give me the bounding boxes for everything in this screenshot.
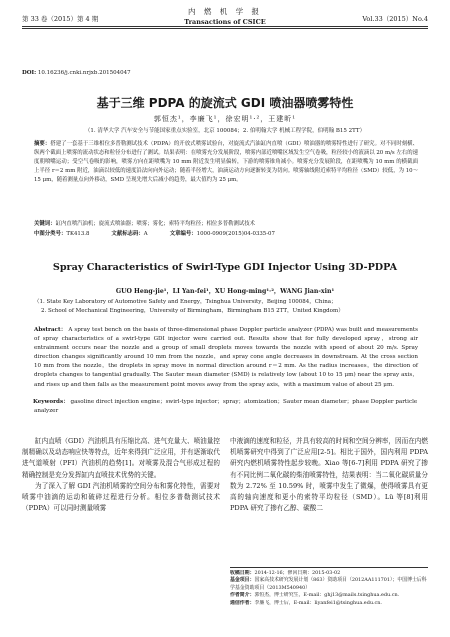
- journal-name-en: Transactions of CSICE: [184, 18, 266, 26]
- authors-cn: 郭恒杰¹，李廉飞¹，徐宏明¹·²，王建昕¹: [153, 115, 297, 123]
- doc-label: 文献标志码：: [111, 231, 144, 237]
- clc-value: TK413.8: [66, 231, 90, 237]
- footnote-text: 郭恒杰，博士研究生，E-mail：ghj13@mails.tsinghua.edu.cn.: [254, 592, 400, 599]
- article-value: 1000-0909(2015)04-0335-07: [196, 231, 275, 237]
- abstract-en: [34, 326, 418, 390]
- keywords-cn-label: 关键词：: [34, 221, 56, 227]
- affiliation-cn: （1. 清华大学 汽车安全与节能国家重点实验室，北京 100084；2. 伯明翰大学 机械工程学院，伯明翰 B15 2TT）: [84, 128, 366, 134]
- article-number: [170, 229, 275, 237]
- footnote-label: 基金项目：: [230, 577, 255, 584]
- keywords-cn: [34, 220, 418, 229]
- article-label: 文章编号：: [169, 231, 197, 237]
- title-en: Spray Characteristics of Swirl-Type GDI Injector Using 3D-PDPA: [52, 262, 398, 273]
- abstract-cn-label: 摘要：: [34, 141, 51, 147]
- footnote-text: 李廉飞，博士后，E-mail：liyanfei1@tsinghua.edu.cn.: [254, 599, 382, 606]
- footnote-text: 2014-12-16；修回日期：2015-03-02: [254, 570, 341, 576]
- header-rule: [22, 26, 428, 27]
- journal-name-cn: 内 燃 机 学 报: [187, 7, 263, 16]
- affiliation-en-line: （1. State Key Laboratory of Automotive Safety and Energy，Tsinghua University，Beijing 100084，China；: [34, 299, 337, 305]
- title-cn: 基于三维 PDPA 的旋流式 GDI 喷油器喷雾特性: [96, 96, 354, 110]
- body-column-right: [230, 436, 428, 514]
- footnote-label: 通信作者：: [230, 599, 255, 606]
- footnote-text: 国家高技术研究发展计划（863）资助项目（2012AA111701）；中国博士后科学基金资助项目（2013M540940）: [230, 577, 427, 591]
- footnote-label: 收稿日期：: [230, 570, 255, 576]
- body-column-left: [22, 436, 220, 514]
- authors-en: GUO Heng-jie¹，LI Yan-fei¹，XU Hong-ming¹·²，WANG Jian-xin¹: [115, 288, 335, 295]
- footnote-corresponding: [230, 600, 430, 607]
- keywords-en-text: gasoline direct injection engine；swirl-type injector；spray；atomization；Sauter mean diameter；phase Doppler particle analyzer: [34, 399, 418, 415]
- keywords-cn-text: 缸内直喷汽油机；旋流式喷油器；喷雾；雾化；索特平均粒径；相位多普勒测试技术: [55, 221, 256, 227]
- body-paragraph: 缸内直喷（GDI）汽油机具有压缩比高、进气充量大、喷油量控制精确以及动态响应快等特点，近年来得到广泛应用，并有逐渐取代进气道喷射（PFI）汽油机的趋势[1]。对喷雾及混合气形成过程的精确控制是充分发挥缸内直喷技术优势的关键。: [22, 437, 220, 479]
- body-paragraph: 为了深入了解 GDI 汽油机喷雾的空间分布和雾化特性，需要对喷雾中油滴的运动和破碎过程进行分析。相位多普勒测试技术（PDPA）可以同时测量喷雾: [22, 481, 220, 513]
- footnote-author: [230, 592, 430, 599]
- doi-label: DOI:: [22, 70, 37, 76]
- footnote-label: 作者简介：: [230, 592, 255, 599]
- doi-line: [22, 70, 131, 76]
- footnotes: [230, 570, 430, 607]
- header-issue-right: Vol.33（2015）No.4: [362, 15, 428, 23]
- footnote-rule: [230, 567, 428, 568]
- abstract-en-label: Abstract：: [34, 327, 67, 333]
- clc-code: [34, 229, 89, 237]
- affiliation-en-line: 2. School of Mechanical Engineering，University of Birmingham，Birmingham B15 2TT，United Kingdom）: [41, 308, 344, 314]
- abstract-cn: [34, 140, 418, 185]
- keywords-en: [34, 398, 418, 416]
- body-paragraph: 中液滴的速度和粒径，并具有较高的时间和空间分辨率，因而在内燃机喷雾研究中得到了广泛应用[2-5]。相比于国外，国内利用 PDPA 研究内燃机喷雾特性起步较晚。Xiao 等[6-7]利用 PDPA 研究了掺有不同比例二氧化碳的柴油喷雾特性，结果表明：当二氧化碳质量分数为 2.72% 至 10.59% 时，喷雾中发生了微爆，使得喷雾具有更高的轴向速度和更小的索特平均粒径（SMD）。Lü 等[8]利用 PDPA 研究了掺有乙醇、碳酸二: [230, 437, 428, 513]
- header-issue-left: 第 33 卷（2015）第 4 期: [22, 15, 99, 23]
- doi-value: 10.16236/j.cnki.nrjxb.201504047: [37, 70, 131, 76]
- affiliation-en: [34, 298, 418, 316]
- keywords-en-label: Keywords：: [33, 399, 69, 405]
- footnote-funding: [230, 577, 430, 592]
- classification-row: [34, 229, 418, 237]
- clc-label: 中图分类号：: [34, 231, 67, 237]
- abstract-en-text: A spray test bench on the basis of three-dimensional phase Doppler particle analyzer (PDPA) was built and measurements of spray characteristics of a swirl-type GDI injector were carried out. Results show that for fully developed spray，strong air entrainment occurs near the nozzle and a group of small droplets moves towards the nozzle with speed of about 20 m/s. Spray direction changes significantly around 10 mm from the nozzle，and spray cone angle decreases in downstream. At the cross section 10 mm from the nozzle，the droplets in spray move in normal direction around r＝2 mm. As the radius increases，the direction of droplets changes to tangential gradually. The Sauter mean diameter (SMD) is relatively low (about 10 to 15 μm) near the spray axis，and rises up and then falls as the measurement point moves away from the spray axis，with a maximum value of about 25 μm.: [34, 327, 419, 388]
- header-rule-thin: [22, 28, 428, 29]
- doc-code: [111, 229, 147, 237]
- doc-value: A: [143, 231, 148, 237]
- abstract-cn-text: 搭建了一套基于三维相位多普勒测试技术（PDPA）的开放式喷雾试验台，对旋流式汽油缸内直喷（GDI）喷油器的喷雾特性进行了研究。对不同时刻横、纵两个截面上喷雾的流动状态和粒径分布进行了测试。结果表明：在喷雾充分发展阶段，喷雾内部近喷嘴区域发生空气卷吸，粒径较小的液滴以 20 m/s 左右的速度朝喷嘴运动；受空气卷吸的影响，喷雾方向在距喷嘴为 10 mm 附近发生明显偏转，下游的喷雾锥角减小。喷雾充分发展阶段，在距喷嘴为 10 mm 的横截面上半径 r＝2 mm 附近，油滴以较低的速度沿法向向外运动；随着半径增大，油滴运动方向逐渐转变为切向。喷雾轴线附近索特平均粒径（SMD）较低，为 10～15 μm，随着测量点向外移动，SMD 呈现先增大后减小的趋势，最大值约为 25 μm。: [34, 141, 418, 183]
